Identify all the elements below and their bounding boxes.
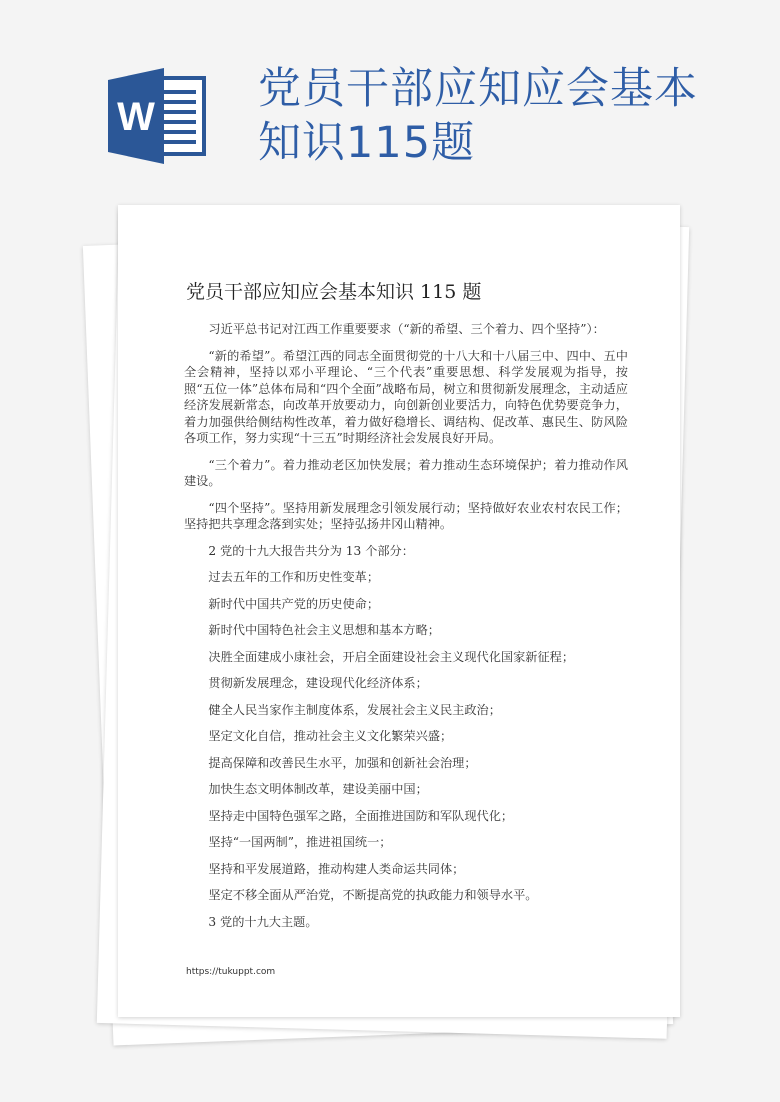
footer-url: https://tukuppt.com (186, 967, 276, 977)
document-title: 党员干部应知应会基本知识 115 题 (186, 281, 482, 303)
paragraph-new-hope: “新的希望”。希望江西的同志全面贯彻党的十八大和十八届三中、四中、五中全会精神，坚持以邓小平理论、“三个代表”重要思想、科学发展观为指导，按照“五位一体”总体布局和“四个全面”战略布局，树立和贯彻新发展理念，主动适应经济发展新常态，向改革开放要动力，向创新创业要活力，向特色优势要竞争力，着力加强供给侧结构性改革，着力做好稳增长、调结构、促改革、惠民生、防风险各项工作，努力实现“十三五”时期经济社会发展良好开局。 (184, 348, 628, 445)
list-item: 坚持“一国两制”，推进祖国统一； (208, 835, 392, 849)
list-item: 坚定文化自信，推动社会主义文化繁荣兴盛； (208, 729, 453, 743)
document-page (118, 205, 680, 1017)
list-item: 新时代中国特色社会主义思想和基本方略； (208, 623, 440, 637)
list-item: 坚定不移全面从严治党，不断提高党的执政能力和领导水平。 (208, 888, 538, 902)
list-item: 加快生态文明体制改革，建设美丽中国； (208, 782, 428, 796)
list-item: 提高保障和改善民生水平，加强和创新社会治理； (208, 755, 477, 770)
page-title (258, 62, 738, 170)
question-2: 2 党的十九大报告共分为 13 个部分： (208, 543, 414, 558)
header (0, 0, 780, 210)
question-3: 3 党的十九大主题。 (208, 914, 318, 929)
paragraph-three-efforts: “三个着力”。着力推动老区加快发展；着力推动生态环境保护；着力推动作风建设。 (184, 457, 628, 488)
document-body (184, 321, 628, 940)
page-title-line2: 知识115题 (258, 118, 476, 168)
list-item: 坚持走中国特色强军之路，全面推进国防和军队现代化； (208, 808, 514, 823)
list-item: 健全人民当家作主制度体系，发展社会主义民主政治； (208, 702, 501, 717)
list-item: 贯彻新发展理念，建设现代化经济体系； (208, 676, 428, 690)
list-item: 坚持和平发展道路，推动构建人类命运共同体； (208, 861, 465, 876)
page-title-line1: 党员干部应知应会基本 (258, 64, 698, 114)
paragraph-four-adherences: “四个坚持”。坚持用新发展理念引领发展行动；坚持做好农业农村农民工作；坚持把共享理念落到实处；坚持弘扬井冈山精神。 (184, 500, 628, 531)
list-item: 过去五年的工作和历史性变革； (208, 570, 380, 584)
word-icon-letter: W (117, 95, 155, 139)
word-document-icon (108, 68, 208, 164)
intro-paragraph: 习近平总书记对江西工作重要要求（“新的希望、三个着力、四个坚持”）： (208, 322, 605, 336)
list-item: 决胜全面建成小康社会，开启全面建设社会主义现代化国家新征程； (208, 649, 575, 664)
list-item: 新时代中国共产党的历史使命； (208, 596, 380, 611)
